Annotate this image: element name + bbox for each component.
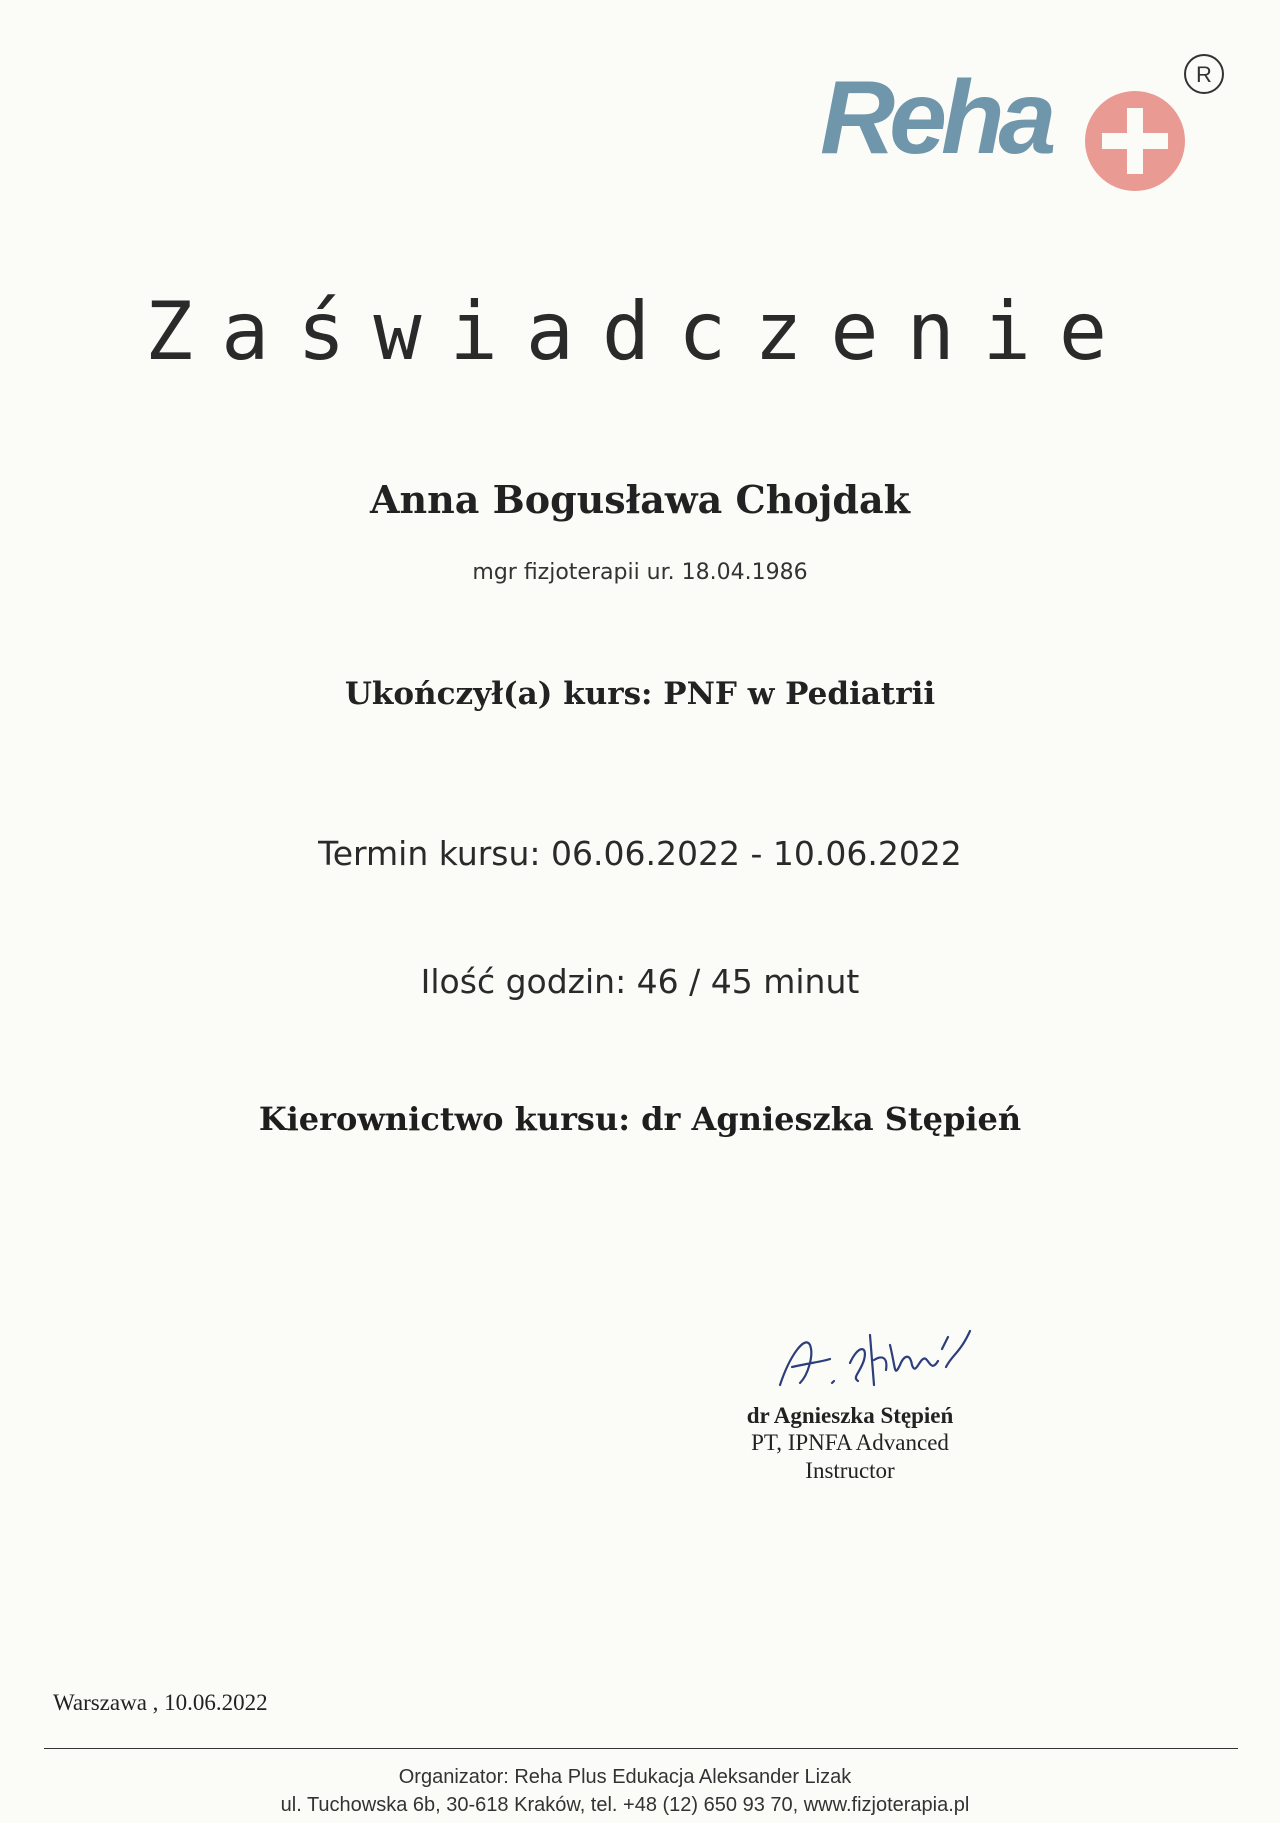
course-hours: Ilość godzin: 46 / 45 minut: [420, 962, 860, 1001]
place-and-date: Warszawa , 10.06.2022: [53, 1690, 268, 1715]
signatory-name: dr Agnieszka Stępień: [746, 1403, 954, 1428]
footer-organizer: Organizator: Reha Plus Edukacja Aleksander Lizak: [398, 1766, 852, 1788]
recipient-name: Anna Bogusława Chojdak: [370, 477, 910, 522]
plus-icon: [1080, 86, 1190, 196]
signatory-title-line1: PT, IPNFA Advanced: [751, 1430, 949, 1455]
signatory-title-line2: Instructor: [805, 1457, 895, 1483]
course-direction: Kierownictwo kursu: dr Agnieszka Stępień: [258, 1100, 1022, 1138]
course-term: Termin kursu: 06.06.2022 - 10.06.2022: [318, 834, 962, 873]
logo-text: Reha: [820, 60, 1051, 176]
registered-mark-text: R: [1196, 62, 1212, 87]
recipient-degree: mgr fizjoterapii ur. 18.04.1986: [472, 560, 808, 585]
course-completed: Ukończył(a) kurs: PNF w Pediatrii: [344, 676, 936, 712]
footer-address: ul. Tuchowska 6b, 30-618 Kraków, tel. +48 (12) 650 93 70, www.fizjoterapia.pl: [280, 1794, 970, 1816]
footer-divider: [44, 1748, 1238, 1749]
registered-mark-icon: [1182, 52, 1226, 96]
certificate-title: Zaświadczenie: [144, 285, 1136, 378]
signature-block: [700, 1403, 1000, 1484]
handwritten-signature: [770, 1315, 1000, 1405]
reha-plus-logo: [820, 48, 1240, 198]
